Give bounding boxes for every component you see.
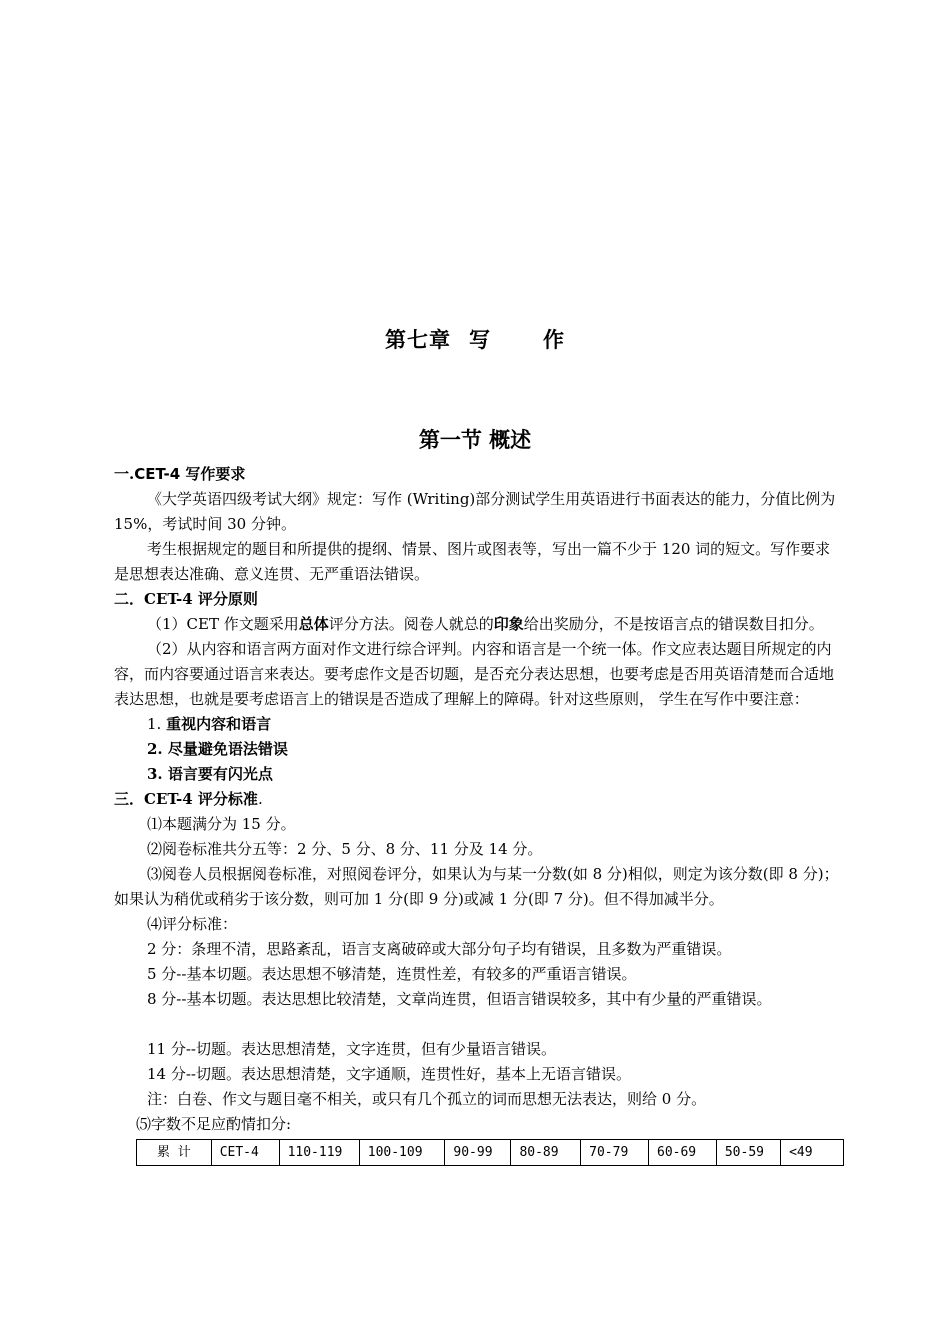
text-span: （1）CET 作文题采用 [147,615,299,633]
heading-cet4-requirements [114,462,844,487]
table-cell: 50-59 [716,1140,780,1166]
criteria-item: 2 分：条理不清，思路紊乱，语言支离破碎或大部分句子均有错误，且多数为严重错误。 [147,940,732,958]
criteria-item: ⑵阅卷标准共分五等：2 分、5 分、8 分、11 分及 14 分。 [147,840,543,858]
text-span: 给出奖励分，不是按语言点的错误数目扣分。 [523,615,824,633]
text-span: 评分方法。阅卷人就总的 [328,615,494,633]
heading-scoring-principles: 二．CET-4 评分原则 [114,590,258,608]
criteria-item: 11 分--切题。表达思想清楚，文字连贯，但有少量语言错误。 [147,1040,556,1058]
list-text: 重视内容和语言 [166,715,272,733]
criteria-item: 14 分--切题。表达思想清楚，文字通顺，连贯性好，基本上无语言错误。 [147,1065,631,1083]
criteria-item: ⑶阅卷人员根据阅卷标准，对照阅卷评分，如果认为与某一分数(如 8 分)相似，则定为该分数(即 8 分)；如果认为稍优或稍劣于该分数，则可加 1 分(即 9 分)或减 1 分(即 7 分)。但不得加减半分。 [114,865,839,908]
blank-line [114,1012,844,1037]
paragraph-principle-2: （2）从内容和语言两方面对作文进行综合评判。内容和语言是一个统一体。作文应表达题目所规定的内容，而内容要通过语言来表达。要考虑作文是否切题，是否充分表达思想，也要考虑是否用英语清楚而合适地表达思想，也就是要考虑语言上的错误是否造成了理解上的障碍。针对这些原则， 学生在写作中要注意： [114,640,835,708]
document-body [114,462,844,1166]
heading-scoring-criteria [114,787,844,812]
list-item-3: 3. 语言要有闪光点 [147,765,273,783]
list-number: 1. [147,715,167,733]
heading-cet4: CET-4 [134,465,181,483]
table-row [137,1140,844,1166]
bold-term-impression: 印象 [493,615,524,633]
chapter-word-2: 作 [543,327,565,352]
criteria-item: ⑷评分标准： [147,915,238,933]
table-cell: CET-4 [211,1140,279,1166]
list-item-2: 2. 尽量避免语法错误 [147,740,288,758]
table-cell: 90-99 [445,1140,511,1166]
table-cell: 80-89 [511,1140,581,1166]
criteria-item: 8 分--基本切题。表达思想比较清楚，文章尚连贯，但语言错误较多，其中有少量的严重错误。 [147,990,772,1008]
paragraph-principle-1 [114,612,844,637]
heading-dot: . [257,790,263,808]
table-cell: 60-69 [649,1140,717,1166]
section-title: 第一节 概述 [418,427,532,452]
heading-number: 一. [114,465,135,483]
word-count-table [136,1139,844,1166]
criteria-item: 注：白卷、作文与题目毫不相关，或只有几个孤立的词而思想无法表达，则给 0 分。 [147,1090,707,1108]
criteria-item: ⑴本题满分为 15 分。 [147,815,296,833]
criteria-item-word-count: ⑸字数不足应酌情扣分: [136,1115,292,1133]
chapter-title [0,324,950,354]
criteria-item: 5 分--基本切题。表达思想不够清楚，连贯性差，有较多的严重语言错误。 [147,965,637,983]
chapter-number: 第七章 [385,327,451,352]
table-cell: 累 计 [137,1140,212,1166]
table-cell: <49 [781,1140,844,1166]
table-cell: 100-109 [359,1140,445,1166]
bold-term-overall: 总体 [298,615,329,633]
heading-text: 三．CET-4 评分标准 [114,790,258,808]
list-item-1 [114,712,844,737]
paragraph-syllabus: 《大学英语四级考试大纲》规定：写作 (Writing)部分测试学生用英语进行书面表达的能力，分值比例为 15%，考试时间 30 分钟。 [114,490,836,533]
chapter-word-1: 写 [469,327,491,352]
paragraph-task: 考生根据规定的题目和所提供的提纲、情景、图片或图表等，写出一篇不少于 120 词的短文。写作要求是思想表达准确、意义连贯、无严重语法错误。 [114,540,831,583]
table-cell: 110-119 [279,1140,359,1166]
heading-text: 写作要求 [180,465,246,483]
table-cell: 70-79 [581,1140,649,1166]
